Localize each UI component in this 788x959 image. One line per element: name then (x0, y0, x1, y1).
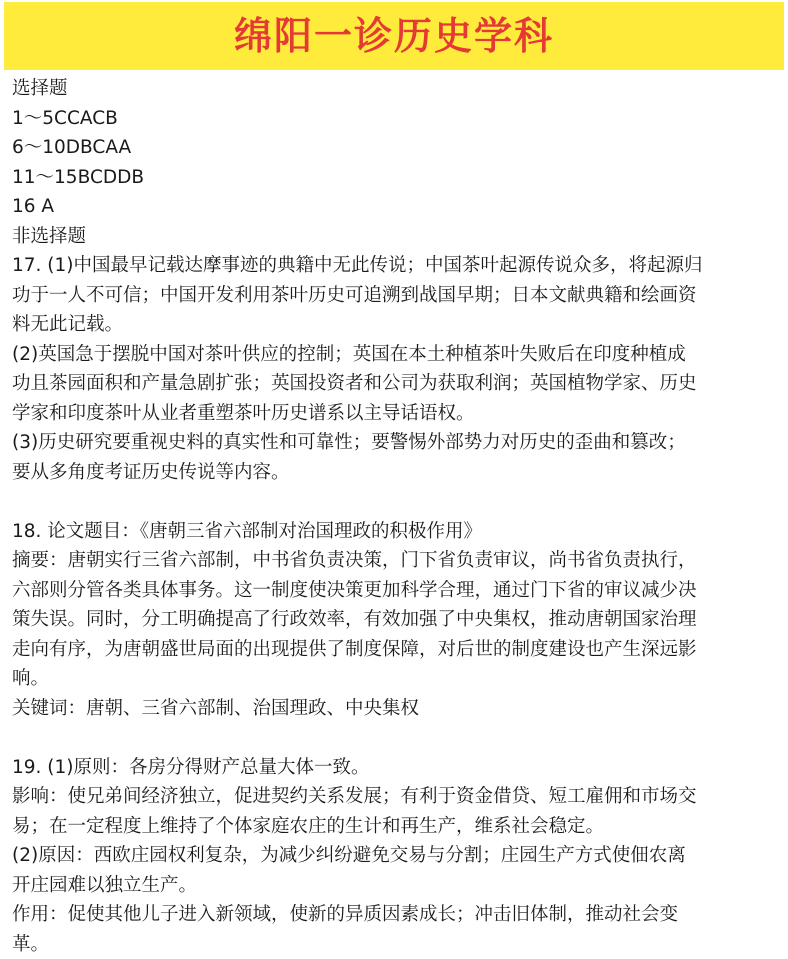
spacer (12, 487, 782, 517)
title-bar (4, 2, 784, 70)
answer-group: 6～10DBCAA (12, 133, 782, 163)
nonchoice-section (12, 222, 782, 959)
answer-document (12, 74, 782, 959)
answer-group: 11～15BCDDB (12, 163, 782, 193)
answer-line: 功且茶园面积和产量急剧扩张；英国投资者和公司为获取利润；英国植物学家、历史 (12, 369, 782, 399)
question-19 (12, 753, 782, 959)
answer-line: 要从多角度考证历史传说等内容。 (12, 458, 782, 488)
answer-line: 走向有序，为唐朝盛世局面的出现提供了制度保障，对后世的制度建设也产生深远影 (12, 635, 782, 665)
answer-line: 18. 论文题目：《唐朝三省六部制对治国理政的积极作用》 (12, 517, 782, 547)
answer-line: 功于一人不可信；中国开发利用茶叶历史可追溯到战国早期；日本文献典籍和绘画资 (12, 281, 782, 311)
answer-line: 19. (1)原则：各房分得财产总量大体一致。 (12, 753, 782, 783)
page-title: 绵阳一诊历史学科 (234, 17, 554, 55)
answer-line: 摘要：唐朝实行三省六部制，中书省负责决策，门下省负责审议，尚书省负责执行， (12, 546, 782, 576)
answer-line: 影响：使兄弟间经济独立，促进契约关系发展；有利于资金借贷、短工雇佣和市场交 (12, 782, 782, 812)
header-banner (0, 0, 788, 72)
question-18 (12, 517, 782, 724)
answer-line: (2)原因：西欧庄园权利复杂，为减少纠纷避免交易与分割；庄园生产方式使佃农离 (12, 841, 782, 871)
answer-line: 革。 (12, 930, 782, 959)
answer-line: 关键词：唐朝、三省六部制、治国理政、中央集权 (12, 694, 782, 724)
answer-line: 17. (1)中国最早记载达摩事迹的典籍中无此传说；中国茶叶起源传说众多，将起源归 (12, 251, 782, 281)
answer-line: 开庄园难以独立生产。 (12, 871, 782, 901)
answer-line: 策失误。同时，分工明确提高了行政效率，有效加强了中央集权，推动唐朝国家治理 (12, 605, 782, 635)
answer-line: (3)历史研究要重视史料的真实性和可靠性；要警惕外部势力对历史的歪曲和篡改； (12, 428, 782, 458)
section-heading-nonchoice: 非选择题 (12, 222, 782, 252)
answer-line: 作用：促使其他儿子进入新领域，使新的异质因素成长；冲击旧体制，推动社会变 (12, 900, 782, 930)
answer-line: 响。 (12, 664, 782, 694)
question-17 (12, 251, 782, 487)
answer-group: 16 A (12, 192, 782, 222)
spacer (12, 723, 782, 753)
answer-line: 六部则分管各类具体事务。这一制度使决策更加科学合理，通过门下省的审议减少决 (12, 576, 782, 606)
answer-group: 1～5CCACB (12, 104, 782, 134)
section-heading-choice: 选择题 (12, 74, 782, 104)
answer-line: 易；在一定程度上维持了个体家庭农庄的生计和再生产，维系社会稳定。 (12, 812, 782, 842)
choice-section (12, 74, 782, 222)
answer-line: 料无此记载。 (12, 310, 782, 340)
answer-line: 学家和印度茶叶从业者重塑茶叶历史谱系以主导话语权。 (12, 399, 782, 429)
answer-line: (2)英国急于摆脱中国对茶叶供应的控制；英国在本土种植茶叶失败后在印度种植成 (12, 340, 782, 370)
